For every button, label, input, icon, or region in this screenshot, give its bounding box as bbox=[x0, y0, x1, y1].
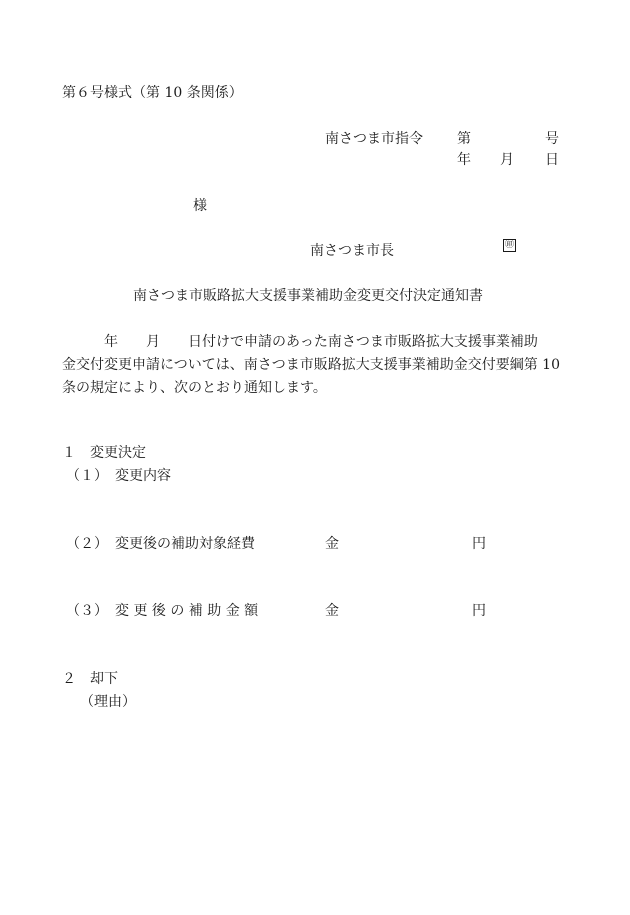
section-2-reason-label: （理由） bbox=[80, 694, 136, 710]
form-number-label: 第６号様式（第 10 条関係） bbox=[62, 85, 243, 101]
section-1-item-1: （１） 変更内容 bbox=[66, 468, 171, 484]
item-2-kin: 金 bbox=[325, 536, 339, 552]
body-line-3: 条の規定により、次のとおり通知します。 bbox=[62, 380, 327, 396]
section-1-heading: １ 変更決定 bbox=[62, 445, 146, 461]
date-day-label: 日 bbox=[545, 152, 559, 168]
body-line-1: 年 月 日付けで申請のあった南さつま市販路拡大支援事業補助 bbox=[62, 334, 538, 350]
section-1-item-3-label: （３） 変 更 後 の 補 助 金 額 bbox=[66, 603, 259, 619]
date-month-label: 月 bbox=[500, 152, 514, 168]
date-year-label: 年 bbox=[457, 152, 471, 168]
section-2-heading: ２ 却下 bbox=[62, 671, 118, 687]
seal-mark: ㊞ bbox=[504, 240, 514, 250]
body-line-2: 金交付変更申請については、南さつま市販路拡大支援事業補助金交付要綱第 10 bbox=[62, 357, 560, 373]
city-order-label: 南さつま市指令 bbox=[325, 131, 423, 147]
body-paragraph bbox=[62, 331, 574, 400]
order-number-suffix: 号 bbox=[545, 131, 559, 147]
item-3-kin: 金 bbox=[325, 603, 339, 619]
sender-name: 南さつま市長 bbox=[310, 243, 394, 259]
item-3-yen: 円 bbox=[472, 603, 486, 619]
section-1-item-2-label: （２） 変更後の補助対象経費 bbox=[66, 536, 255, 552]
addressee-honorific: 様 bbox=[193, 198, 207, 214]
document-title: 南さつま市販路拡大支援事業補助金変更交付決定通知書 bbox=[133, 288, 483, 304]
order-number-prefix: 第 bbox=[457, 131, 471, 147]
item-2-yen: 円 bbox=[472, 536, 486, 552]
